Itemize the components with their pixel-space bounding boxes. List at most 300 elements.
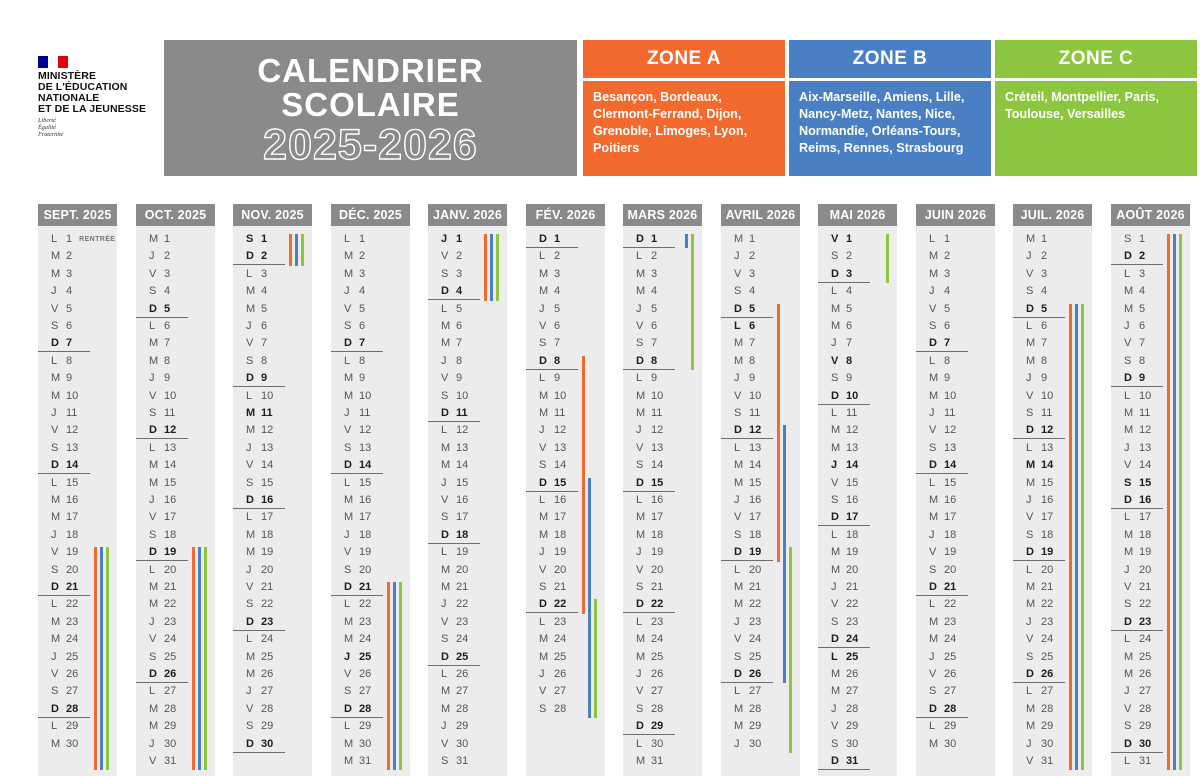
weekday-letter: V — [441, 250, 449, 262]
day-cell — [233, 283, 285, 300]
day-number: 29 — [1139, 720, 1152, 732]
weekday-letter: M — [636, 529, 646, 541]
zone-city-line: Poitiers — [593, 141, 640, 155]
title-box — [164, 40, 577, 176]
weekday-letter: D — [51, 459, 59, 471]
zone-city-line: Reims, Rennes, Strasbourg — [799, 141, 964, 155]
day-number: 17 — [66, 511, 79, 523]
month-header: SEPT. 2025 — [38, 204, 117, 226]
day-cell — [38, 579, 90, 596]
weekday-letter: M — [1026, 233, 1036, 245]
day-number: 3 — [66, 268, 73, 280]
day-cell — [331, 353, 383, 370]
day-cell — [916, 283, 968, 300]
weekday-letter: L — [636, 494, 643, 506]
weekday-letter: M — [831, 564, 841, 576]
day-number: 26 — [456, 668, 469, 680]
day-cell — [623, 509, 675, 526]
day-number: 12 — [66, 424, 79, 436]
weekday-letter: J — [831, 703, 837, 715]
weekday-letter: S — [149, 651, 157, 663]
day-number: 3 — [359, 268, 366, 280]
day-number: 19 — [1139, 546, 1152, 558]
weekday-letter: M — [441, 564, 451, 576]
day-number: 4 — [66, 285, 73, 297]
weekday-letter: L — [51, 355, 58, 367]
weekday-letter: M — [51, 390, 61, 402]
weekday-letter: J — [929, 285, 935, 297]
day-number: 21 — [456, 581, 469, 593]
day-cell — [38, 388, 90, 405]
weekday-letter: S — [1124, 598, 1132, 610]
day-number: 29 — [66, 720, 79, 732]
day-cell — [623, 248, 675, 265]
day-number: 15 — [846, 477, 859, 489]
day-cell — [233, 492, 285, 509]
weekday-letter: S — [636, 581, 644, 593]
weekday-letter: M — [1124, 546, 1134, 558]
day-cell — [428, 335, 480, 352]
day-cell — [721, 440, 773, 457]
day-number: 14 — [846, 459, 859, 471]
day-number: 29 — [164, 720, 177, 732]
day-number: 24 — [456, 633, 469, 645]
day-cell — [721, 631, 773, 648]
weekday-letter: D — [1026, 424, 1034, 436]
day-cell — [526, 318, 578, 335]
ministry-line-2: DE L'ÉDUCATION — [38, 81, 128, 93]
day-cell — [331, 649, 383, 666]
day-number: 10 — [66, 390, 79, 402]
weekday-letter: L — [51, 720, 58, 732]
weekday-letter: J — [831, 581, 837, 593]
day-number: 4 — [359, 285, 366, 297]
day-cell — [331, 544, 383, 561]
day-number: 21 — [359, 581, 372, 593]
day-number: 6 — [1041, 320, 1048, 332]
day-cell — [526, 649, 578, 666]
day-number: 1 — [456, 233, 463, 245]
weekday-letter: V — [929, 546, 937, 558]
day-number: 3 — [164, 268, 171, 280]
day-number: 14 — [1139, 459, 1152, 471]
day-cell — [428, 283, 480, 300]
day-cell — [1111, 562, 1163, 579]
day-cell — [916, 579, 968, 596]
day-cell — [428, 544, 480, 561]
weekday-letter: S — [636, 703, 644, 715]
weekday-letter: S — [539, 337, 547, 349]
day-cell — [136, 527, 188, 544]
day-cell — [721, 335, 773, 352]
weekday-letter: M — [246, 529, 256, 541]
day-cell — [721, 579, 773, 596]
day-cell — [1111, 579, 1163, 596]
day-cell — [623, 579, 675, 596]
day-number: 11 — [749, 407, 761, 419]
day-number: 31 — [1041, 755, 1054, 767]
day-number: 14 — [456, 459, 469, 471]
day-number: 24 — [359, 633, 372, 645]
day-number: 2 — [456, 250, 463, 262]
day-number: 3 — [456, 268, 463, 280]
day-cell — [233, 614, 285, 631]
day-number: 11 — [164, 407, 176, 419]
day-number: 7 — [1139, 337, 1146, 349]
month-header: JUIL. 2026 — [1013, 204, 1092, 226]
day-cell — [721, 683, 773, 700]
holiday-bar-zone-b — [100, 547, 103, 770]
day-cell — [38, 422, 90, 439]
day-cell — [916, 718, 968, 735]
day-cell — [136, 440, 188, 457]
weekday-letter: V — [1026, 268, 1034, 280]
holiday-bar-zone-c — [399, 582, 402, 770]
day-cell — [526, 631, 578, 648]
day-number: 8 — [944, 355, 951, 367]
weekday-letter: M — [831, 685, 841, 697]
weekday-letter: D — [1124, 616, 1132, 628]
day-number: 13 — [261, 442, 274, 454]
day-number: 30 — [359, 738, 372, 750]
day-cell — [331, 527, 383, 544]
day-cell — [38, 527, 90, 544]
day-number: 29 — [456, 720, 469, 732]
weekday-letter: V — [51, 424, 59, 436]
weekday-letter: L — [1026, 685, 1033, 697]
month-header: MAI 2026 — [818, 204, 897, 226]
day-number: 17 — [846, 511, 859, 523]
day-number: 18 — [66, 529, 79, 541]
weekday-letter: S — [734, 285, 742, 297]
weekday-letter: M — [246, 303, 256, 315]
day-number: 11 — [261, 407, 273, 419]
day-cell — [1013, 527, 1065, 544]
day-cell — [1111, 231, 1163, 248]
holiday-bar-zone-c — [886, 234, 889, 283]
day-number: 19 — [944, 546, 957, 558]
weekday-letter: M — [734, 355, 744, 367]
day-cell — [623, 457, 675, 474]
day-number: 19 — [66, 546, 79, 558]
month-header: AOÛT 2026 — [1111, 204, 1190, 226]
day-cell — [916, 701, 968, 718]
weekday-letter: S — [51, 442, 59, 454]
day-cell — [1013, 457, 1065, 474]
day-number: 21 — [651, 581, 664, 593]
day-number: 1 — [1139, 233, 1146, 245]
weekday-letter: M — [929, 250, 939, 262]
day-cell — [623, 718, 675, 735]
weekday-letter: V — [51, 303, 59, 315]
weekday-letter: J — [1124, 685, 1130, 697]
day-cell — [721, 562, 773, 579]
zone-a-cities — [583, 81, 785, 176]
day-cell — [1013, 301, 1065, 318]
day-number: 11 — [651, 407, 663, 419]
day-number: 5 — [846, 303, 853, 315]
day-cell — [331, 736, 383, 753]
day-number: 5 — [554, 303, 561, 315]
weekday-letter: S — [51, 564, 59, 576]
day-number: 28 — [359, 703, 372, 715]
weekday-letter: D — [734, 668, 742, 680]
weekday-letter: J — [636, 303, 642, 315]
day-number: 7 — [1041, 337, 1048, 349]
day-cell — [428, 614, 480, 631]
day-cell — [721, 718, 773, 735]
day-cell — [818, 649, 870, 666]
weekday-letter: M — [344, 268, 354, 280]
day-cell — [721, 457, 773, 474]
day-cell — [331, 596, 383, 613]
day-cell — [331, 509, 383, 526]
holiday-bar-zone-c — [106, 547, 109, 770]
day-cell — [136, 405, 188, 422]
day-number: 30 — [846, 738, 859, 750]
day-cell — [428, 231, 480, 248]
day-number: 27 — [846, 685, 859, 697]
month-header: AVRIL 2026 — [721, 204, 800, 226]
weekday-letter: M — [831, 424, 841, 436]
day-cell — [428, 388, 480, 405]
weekday-letter: J — [441, 355, 447, 367]
weekday-letter: V — [246, 337, 254, 349]
day-number: 12 — [164, 424, 177, 436]
day-number: 7 — [359, 337, 366, 349]
day-cell — [1013, 666, 1065, 683]
day-number: 24 — [66, 633, 79, 645]
weekday-letter: S — [831, 738, 839, 750]
day-number: 10 — [456, 390, 469, 402]
day-cell — [623, 492, 675, 509]
day-cell — [818, 579, 870, 596]
day-number: 4 — [164, 285, 171, 297]
ministry-line-4: ET DE LA JEUNESSE — [38, 103, 147, 115]
day-cell — [1013, 596, 1065, 613]
weekday-letter: J — [831, 337, 837, 349]
weekday-letter: L — [539, 494, 546, 506]
weekday-letter: V — [149, 268, 157, 280]
weekday-letter: L — [636, 372, 643, 384]
day-cell — [623, 440, 675, 457]
day-number: 13 — [846, 442, 859, 454]
day-number: 11 — [359, 407, 371, 419]
weekday-letter: L — [441, 546, 448, 558]
weekday-letter: V — [539, 320, 547, 332]
weekday-letter: J — [539, 303, 545, 315]
day-cell — [331, 388, 383, 405]
weekday-letter: D — [344, 581, 352, 593]
weekday-letter: L — [734, 685, 741, 697]
day-number: 9 — [846, 372, 853, 384]
day-number: 18 — [164, 529, 177, 541]
weekday-letter: S — [1026, 529, 1034, 541]
weekday-letter: M — [831, 320, 841, 332]
day-cell — [136, 631, 188, 648]
day-cell — [1013, 231, 1065, 248]
day-cell — [916, 614, 968, 631]
day-cell — [428, 718, 480, 735]
weekday-letter: M — [51, 738, 61, 750]
weekday-letter: V — [831, 720, 839, 732]
day-number: 28 — [554, 703, 567, 715]
weekday-letter: D — [636, 233, 644, 245]
day-cell — [38, 718, 90, 735]
day-cell — [233, 318, 285, 335]
day-number: 5 — [944, 303, 951, 315]
weekday-letter: L — [539, 250, 546, 262]
day-cell — [818, 318, 870, 335]
holiday-bar-zone-c — [301, 234, 304, 266]
day-cell — [818, 596, 870, 613]
day-cell — [526, 248, 578, 265]
day-cell — [721, 736, 773, 753]
day-cell — [331, 562, 383, 579]
day-number: 27 — [1041, 685, 1054, 697]
weekday-letter: L — [929, 598, 936, 610]
day-number: 17 — [359, 511, 372, 523]
day-cell — [526, 527, 578, 544]
day-number: 10 — [749, 390, 762, 402]
day-cell — [623, 283, 675, 300]
day-cell — [38, 509, 90, 526]
day-number: 24 — [554, 633, 567, 645]
weekday-letter: S — [441, 755, 449, 767]
day-cell — [331, 248, 383, 265]
weekday-letter: J — [149, 250, 155, 262]
day-cell — [38, 596, 90, 613]
weekday-letter: J — [734, 738, 740, 750]
zone-b-header: ZONE B — [789, 40, 991, 78]
weekday-letter: V — [636, 685, 644, 697]
day-cell — [818, 527, 870, 544]
day-number: 10 — [1139, 390, 1152, 402]
weekday-letter: J — [636, 668, 642, 680]
day-cell — [916, 318, 968, 335]
day-cell — [1111, 614, 1163, 631]
day-cell — [233, 475, 285, 492]
day-cell — [233, 440, 285, 457]
day-cell — [38, 283, 90, 300]
day-number: 4 — [456, 285, 463, 297]
weekday-letter: J — [929, 407, 935, 419]
day-cell — [233, 405, 285, 422]
day-cell — [818, 248, 870, 265]
day-number: 5 — [651, 303, 658, 315]
day-cell — [331, 422, 383, 439]
day-cell — [428, 666, 480, 683]
weekday-letter: L — [344, 477, 351, 489]
day-number: 30 — [66, 738, 79, 750]
weekday-letter: V — [344, 546, 352, 558]
day-cell — [1013, 440, 1065, 457]
weekday-letter: L — [1026, 320, 1033, 332]
weekday-letter: M — [1124, 285, 1134, 297]
weekday-letter: M — [734, 337, 744, 349]
day-cell — [136, 301, 188, 318]
weekday-letter: M — [149, 459, 159, 471]
weekday-letter: J — [929, 529, 935, 541]
day-cell — [818, 231, 870, 248]
day-number: 5 — [66, 303, 73, 315]
weekday-letter: D — [149, 424, 157, 436]
day-cell — [1111, 335, 1163, 352]
day-number: 6 — [261, 320, 268, 332]
day-cell — [136, 509, 188, 526]
weekday-letter: D — [149, 303, 157, 315]
day-number: 10 — [944, 390, 957, 402]
day-number: 6 — [1139, 320, 1146, 332]
day-number: 25 — [846, 651, 859, 663]
day-cell — [1111, 353, 1163, 370]
weekday-letter: S — [441, 268, 449, 280]
day-number: 1 — [944, 233, 951, 245]
weekday-letter: V — [831, 477, 839, 489]
day-number: 22 — [1041, 598, 1054, 610]
weekday-letter: V — [636, 442, 644, 454]
day-cell — [526, 301, 578, 318]
day-number: 13 — [164, 442, 177, 454]
weekday-letter: M — [636, 390, 646, 402]
day-number: 23 — [359, 616, 372, 628]
weekday-letter: S — [149, 529, 157, 541]
day-cell — [818, 631, 870, 648]
day-cell — [331, 301, 383, 318]
day-number: 2 — [1041, 250, 1048, 262]
day-cell — [136, 335, 188, 352]
weekday-letter: S — [1124, 720, 1132, 732]
day-cell — [428, 701, 480, 718]
day-number: 28 — [456, 703, 469, 715]
weekday-letter: J — [1026, 494, 1032, 506]
day-cell — [428, 318, 480, 335]
day-number: 8 — [749, 355, 756, 367]
weekday-letter: M — [831, 442, 841, 454]
weekday-letter: D — [1124, 250, 1132, 262]
weekday-letter: L — [929, 477, 936, 489]
weekday-letter: S — [149, 407, 157, 419]
day-number: 27 — [749, 685, 762, 697]
day-cell — [233, 248, 285, 265]
day-number: 22 — [66, 598, 79, 610]
day-cell — [331, 579, 383, 596]
day-number: 3 — [1041, 268, 1048, 280]
day-number: 23 — [749, 616, 762, 628]
weekday-letter: S — [734, 407, 742, 419]
weekday-letter: M — [441, 685, 451, 697]
day-cell — [623, 388, 675, 405]
day-number: 21 — [261, 581, 274, 593]
day-cell — [1111, 509, 1163, 526]
day-cell — [428, 475, 480, 492]
day-number: 5 — [1139, 303, 1146, 315]
day-cell — [1013, 718, 1065, 735]
day-cell — [526, 492, 578, 509]
day-cell — [916, 509, 968, 526]
day-number: 1 — [846, 233, 853, 245]
day-number: 14 — [359, 459, 372, 471]
day-cell — [233, 631, 285, 648]
day-cell — [721, 353, 773, 370]
weekday-letter: J — [734, 250, 740, 262]
weekday-letter: D — [539, 233, 547, 245]
day-number: 5 — [749, 303, 756, 315]
day-cell — [1111, 527, 1163, 544]
weekday-letter: S — [539, 581, 547, 593]
day-number: 8 — [1139, 355, 1146, 367]
day-number: 18 — [651, 529, 664, 541]
